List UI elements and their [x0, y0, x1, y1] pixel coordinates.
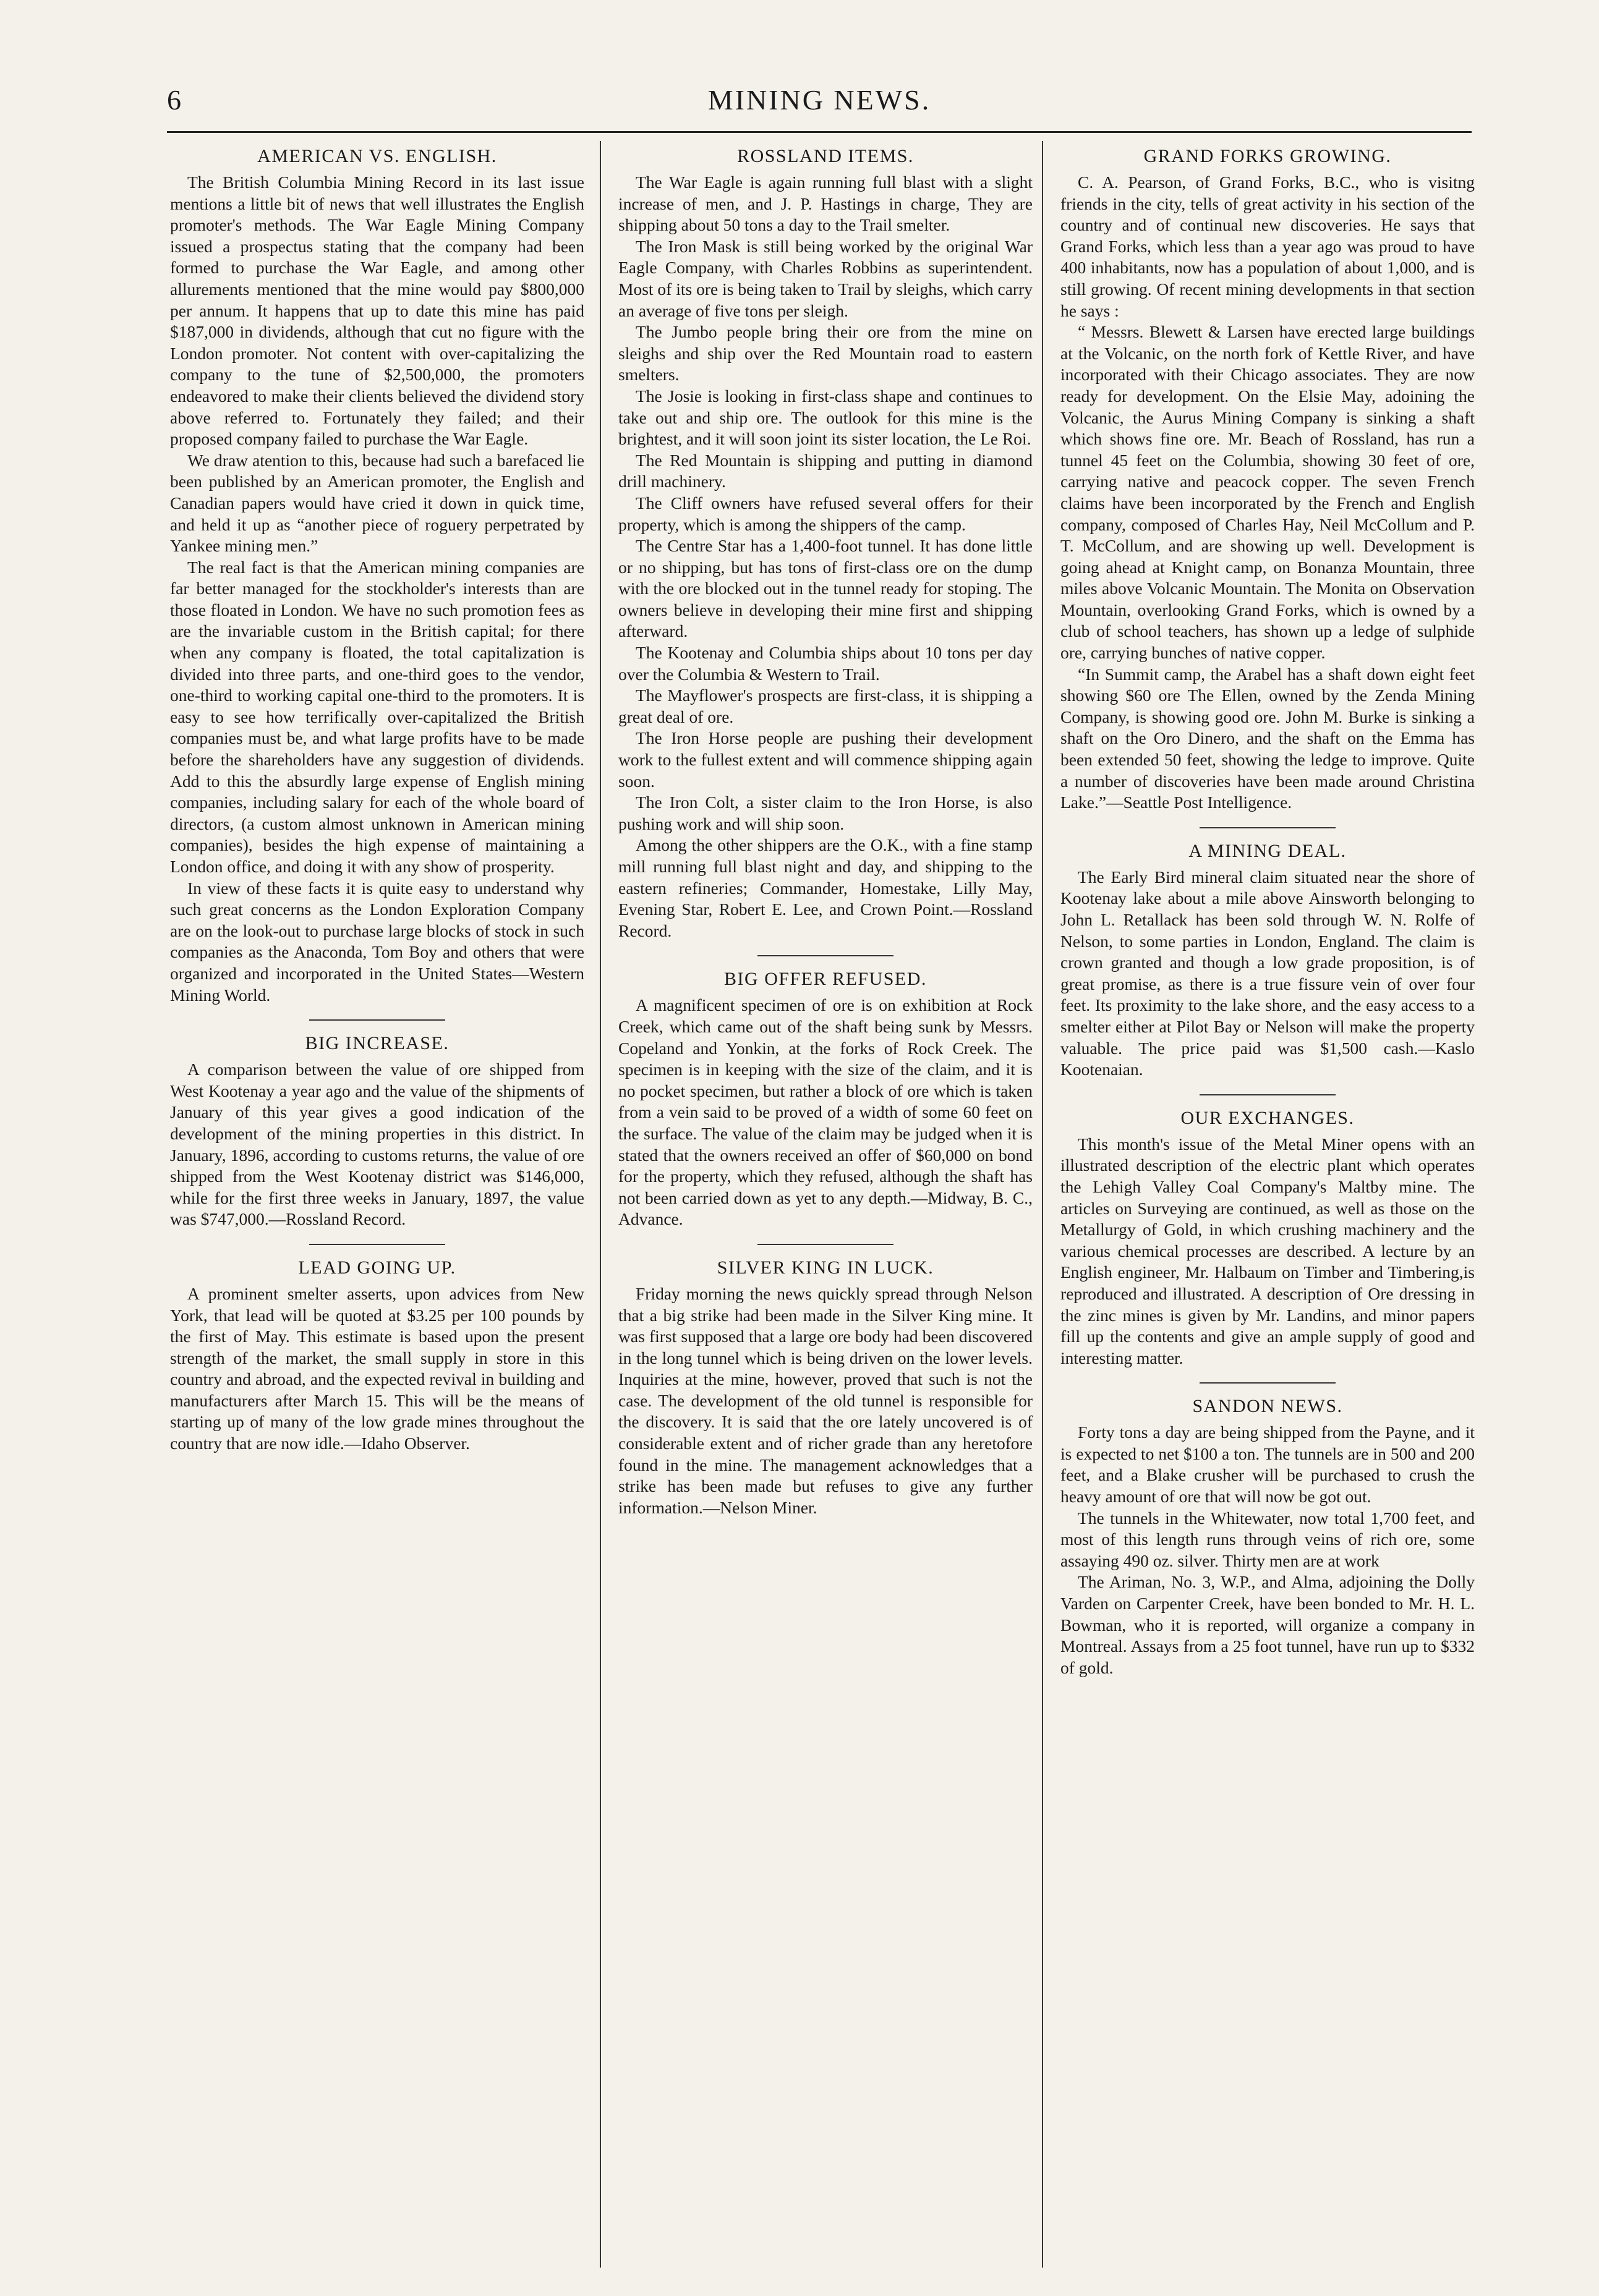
article-title: OUR EXCHANGES.: [1180, 1107, 1355, 1128]
article-paragraph: A magnificent specimen of ore is on exhibition at Rock Creek, which came out of the shaft being sunk by Messrs. Copeland and Yonkin, at the forks of Rock Creek. The specimen is in keeping with the size of the claim, and it is no pocket specimen, but rather a block of ore which is taken from a vein said to be proved of a width of some 60 feet on the surface. The value of the claim may be judged when it is stated that the owners received an offer of $60,000 on bond for the property, which they refused, although the shaft has not been carried down as yet to any depth.—Midway, B. C., Advance.: [618, 995, 1033, 1229]
article-title: ROSSLAND ITEMS.: [737, 146, 914, 166]
header-rule: [167, 131, 1472, 133]
article-paragraph: The real fact is that the American mining companies are far better managed for the stockholder's interests than are those floated in London. We have no such promotion fees as are the invariable custom in the British capital; for there when any company is floated, the total capitalization is divided into three parts, and one-third goes to the vendor, one-third to working capital one-third to the promoters. It is easy to see how terrifically over-capitalized the British companies must be, and what large profits have to be made before the shareholders have any suggestion of dividends. Add to this the absurdly large expense of English mining companies, including salary for each of the whole board of directors, (a custom almost unknown in American mining companies), besides the high expense of maintaining a London office, and doing it with any show of prosperity.: [170, 557, 584, 876]
article-paragraph: The Red Mountain is shipping and putting in diamond drill machinery.: [618, 450, 1033, 491]
article-paragraph: The War Eagle is again running full blast with a slight increase of men, and J. P. Hastings in charge, They are shipping about 50 tons a day to the Trail smelter.: [618, 172, 1033, 235]
article-paragraph: Friday morning the news quickly spread through Nelson that a big strike had been made in the Silver King mine. It was first supposed that a large ore body had been discovered in the long tunnel which is being driven on the lower levels. Inquiries at the mine, however, proved that such is not the case. The development of the old tunnel is responsible for the discovery. It is said that the ore lately uncovered is of considerable extent and of richer grade than any heretofore found in the mine. The management acknowledges that a strike has been made but refuses to give any further information.—Nelson Miner.: [618, 1283, 1033, 1517]
article-separator: [757, 955, 893, 956]
article-paragraph: The Josie is looking in first-class shape and continues to take out and ship ore. The outlook for this mine is the brightest, and it will soon joint its sister location, the Le Roi.: [618, 386, 1033, 449]
article: [170, 146, 584, 1006]
page-header: [167, 83, 1472, 127]
article-paragraph: Forty tons a day are being shipped from the Payne, and it is expected to net $100 a ton. The tunnels are in 500 and 200 feet, and a Blake crusher will be purchased to crush the heavy amount of ore that will now be got out.: [1060, 1422, 1475, 1507]
article-paragraph: In view of these facts it is quite easy to understand why such great concerns as the London Exploration Company are on the look-out to purchase large blocks of stock in such companies as the Anaconda, Tom Boy and others that were organized and incorporated in the United States—Western Mining World.: [170, 878, 584, 1005]
column-3: [1060, 142, 1475, 2269]
column-divider: [600, 141, 601, 2268]
article: [1060, 146, 1475, 814]
article-separator: [309, 1244, 445, 1245]
article-paragraph: A prominent smelter asserts, upon advices from New York, that lead will be quoted at $3.25 per 100 pounds by the first of May. This estimate is based upon the present strength of the market, the small supply in store in this country and abroad, and the expected revival in building and manufacturers after March 15. This will be the means of starting up of many of the low grade mines throughout the country that are now idle.—Idaho Observer.: [170, 1283, 584, 1453]
article-separator: [309, 1019, 445, 1021]
column-1: [170, 142, 584, 2269]
article-title: A MINING DEAL.: [1188, 840, 1347, 861]
article-title: SANDON NEWS.: [1192, 1396, 1343, 1417]
article-paragraph: The Mayflower's prospects are first-class, it is shipping a great deal of ore.: [618, 686, 1033, 726]
article-paragraph: The Centre Star has a 1,400-foot tunnel. It has done little or no shipping, but has tons of first-class ore on the dump with the ore blocked out in the tunnel ready for stoping. The owners believe in developing their mine first and shipping afterward.: [618, 536, 1033, 641]
article-title: BIG OFFER REFUSED.: [724, 969, 927, 990]
article-title: SILVER KING IN LUCK.: [717, 1257, 934, 1278]
column-2: [618, 142, 1033, 2269]
article-separator: [1200, 1382, 1336, 1384]
article-paragraph: “ Messrs. Blewett & Larsen have erected large buildings at the Volcanic, on the north fork of Kettle River, and have incorporated with their Chicago associates. They are now ready for development. On the Elsie May, adoining the Volcanic, the Aurus Mining Company is sinking a shaft which shows fine ore. Mr. Beach of Rossland, has run a tunnel 45 feet on the Columbia, showing 30 feet of ore, carrying native and peacock copper. The seven French claims have been incorporated by the French and English company, composed of Charles Hay, Neil McCollum and P. T. McCollum, and are showing up well. Development is going ahead at Knight camp, on Bonanza Mountain, three miles above Volcanic Mountain. The Monita on Observation Mountain, overlooking Grand Forks, which is owned by a club of school teachers, has shown up a ledge of sulphide ore, carrying bunches of native copper.: [1060, 322, 1475, 663]
article-paragraph: C. A. Pearson, of Grand Forks, B.C., who is visitng friends in the city, tells of great activity in his section of the country and of continual new discoveries. He says that Grand Forks, which less than a year ago was proud to have 400 inhabitants, now has a population of about 1,000, and is still growing. Of recent mining developments in that section he says :: [1060, 172, 1475, 320]
article: [618, 969, 1033, 1230]
article: [170, 1033, 584, 1230]
article: [618, 1257, 1033, 1519]
article-paragraph: The Ariman, No. 3, W.P., and Alma, adjoining the Dolly Varden on Carpenter Creek, have been bonded to Mr. H. L. Bowman, who it is reported, will organize a company in Montreal. Assays from a 25 foot tunnel, have run up to $332 of gold.: [1060, 1572, 1475, 1677]
column-divider: [1042, 141, 1043, 2268]
article-paragraph: We draw atention to this, because had such a barefaced lie been published by an American promoter, the English and Canadian papers would have cried it down in quick time, and held it up as “another piece of roguery perpetrated by Yankee mining men.”: [170, 450, 584, 556]
article: [1060, 841, 1475, 1081]
page-number: 6: [167, 84, 181, 116]
article-title: BIG INCREASE.: [305, 1033, 450, 1054]
article-paragraph: The Cliff owners have refused several offers for their property, which is among the shippers of the camp.: [618, 493, 1033, 534]
article-separator: [1200, 1094, 1336, 1095]
article-title: LEAD GOING UP.: [298, 1257, 456, 1278]
article-paragraph: The tunnels in the Whitewater, now total 1,700 feet, and most of this length runs through veins of rich ore, some assaying 490 oz. silver. Thirty men are at work: [1060, 1508, 1475, 1570]
article-paragraph: The Kootenay and Columbia ships about 10 tons per day over the Columbia & Western to Trail.: [618, 643, 1033, 684]
article: [618, 146, 1033, 942]
article-paragraph: A comparison between the value of ore shipped from West Kootenay a year ago and the value of the shipments of January of this year gives a good indication of the development of the mining properties in this district. In January, 1896, according to customs returns, the value of ore shipped from the West Kootenay district was $146,000, while for the first three weeks in January, 1897, the value was $747,000.—Rossland Record.: [170, 1060, 584, 1229]
article-paragraph: Among the other shippers are the O.K., with a fine stamp mill running full blast night and day, and shipping to the eastern refineries; Commander, Homestake, Lilly May, Evening Star, Robert E. Lee, and Crown Point.—Rossland Record.: [618, 835, 1033, 940]
article-paragraph: The Iron Colt, a sister claim to the Iron Horse, is also pushing work and will ship soon.: [618, 793, 1033, 833]
article-paragraph: This month's issue of the Metal Miner opens with an illustrated description of the electric plant which operates the Lehigh Valley Coal Company's Maltby mine. The articles on Surveying are continued, as well as those on the Metallurgy of Gold, in which crushing machinery and the various chemical processes are described. A lecture by an English engineer, Mr. Halbaum on Timber and Timbering,is reproduced and illustrated. A description of Ore dressing in the zinc mines is given by Mr. Landins, and minor papers fill up the contents and give an ample supply of good and interesting matter.: [1060, 1134, 1475, 1367]
article: [170, 1257, 584, 1455]
article-paragraph: The Jumbo people bring their ore from the mine on sleighs and ship over the Red Mountain road to eastern smelters.: [618, 322, 1033, 385]
article-paragraph: The Early Bird mineral claim situated near the shore of Kootenay lake about a mile above Ainsworth belonging to John L. Retallack has been sold through W. N. Rolfe of Nelson, to some parties in London, England. The claim is crown granted and though a low grade proposition, is of great promise, as there is a true fissure vein of over four feet. Its proximity to the lake shore, and the easy access to a smelter either at Pilot Bay or Nelson will make the property valuable. The price paid was $1,500 cash.—Kaslo Kootenaian.: [1060, 867, 1475, 1079]
article: [1060, 1396, 1475, 1678]
article-separator: [1200, 827, 1336, 828]
article-paragraph: The Iron Mask is still being worked by the original War Eagle Company, with Charles Robbins as superintendent. Most of its ore is being taken to Trail by sleighs, which carry an average of five tons per sleigh.: [618, 236, 1033, 320]
article-paragraph: The Iron Horse people are pushing their development work to the fullest extent and will commence shipping again soon.: [618, 728, 1033, 791]
article: [1060, 1108, 1475, 1369]
article-title: AMERICAN VS. ENGLISH.: [257, 146, 497, 166]
masthead-title: MINING NEWS.: [707, 84, 931, 116]
article-title: GRAND FORKS GROWING.: [1143, 146, 1392, 166]
article-paragraph: The British Columbia Mining Record in its last issue mentions a little bit of news that well illustrates the English promoter's methods. The War Eagle Mining Company issued a prospectus stating that the company had been formed to purchase the War Eagle, and among other allurements mentioned that the mine would pay $800,000 per annum. It happens that up to date this mine has paid $187,000 in dividends, although that cut no figure with the London promoter. Not content with over-capitalizing the company to the tune of $2,500,000, the promoters endeavored to make their clients believed the dividend story above referred to. Fortunately they failed; and their proposed company failed to purchase the War Eagle.: [170, 172, 584, 449]
article-separator: [757, 1244, 893, 1245]
article-paragraph: “In Summit camp, the Arabel has a shaft down eight feet showing $60 ore The Ellen, owned by the Zenda Mining Company, is showing good ore. John M. Burke is sinking a shaft on the Oro Dinero, and the shaft on the Emma has been extended 50 feet, showing the ledge to improve. Quite a number of discoveries have been made around Christina Lake.”—Seattle Post Intelligence.: [1060, 664, 1475, 812]
